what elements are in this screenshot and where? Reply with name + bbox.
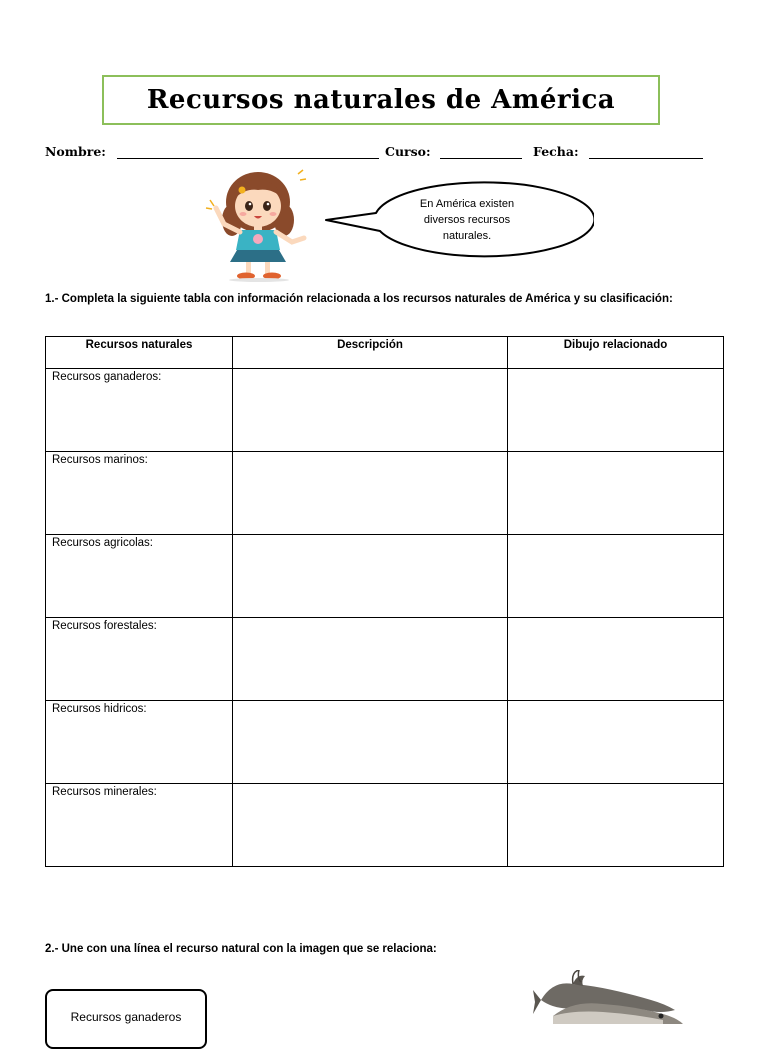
resource-name-cell bbox=[46, 369, 233, 452]
nombre-label: Nombre: bbox=[45, 144, 106, 159]
description-cell[interactable] bbox=[233, 701, 508, 784]
fish-image[interactable] bbox=[533, 970, 683, 1024]
table-row bbox=[46, 784, 724, 867]
title-box bbox=[102, 75, 660, 125]
match-option-recursos-ganaderos[interactable] bbox=[45, 989, 207, 1049]
girl-character-illustration bbox=[202, 168, 312, 282]
column-header: Descripción bbox=[233, 337, 508, 369]
drawing-cell[interactable] bbox=[508, 535, 724, 618]
drawing-cell[interactable] bbox=[508, 618, 724, 701]
table-row bbox=[46, 452, 724, 535]
question-2: 2.- Une con una línea el recurso natural con la imagen que se relaciona: bbox=[45, 943, 437, 955]
description-cell[interactable] bbox=[233, 535, 508, 618]
table-row bbox=[46, 535, 724, 618]
resource-name-cell bbox=[46, 618, 233, 701]
resource-name-cell bbox=[46, 701, 233, 784]
drawing-cell[interactable] bbox=[508, 369, 724, 452]
resources-table bbox=[45, 336, 724, 867]
description-cell[interactable] bbox=[233, 784, 508, 867]
worksheet-title: Recursos naturales de América bbox=[146, 85, 616, 115]
resource-name-cell bbox=[46, 535, 233, 618]
match-option-label: Recursos ganaderos bbox=[70, 1010, 182, 1024]
drawing-cell[interactable] bbox=[508, 452, 724, 535]
description-cell[interactable] bbox=[233, 369, 508, 452]
column-header: Dibujo relacionado bbox=[508, 337, 724, 369]
fecha-blank[interactable] bbox=[589, 158, 703, 159]
nombre-blank[interactable] bbox=[117, 158, 379, 159]
curso-blank[interactable] bbox=[440, 158, 522, 159]
curso-label: Curso: bbox=[385, 144, 431, 159]
table-row bbox=[46, 701, 724, 784]
student-info-line bbox=[45, 144, 725, 162]
table-row bbox=[46, 369, 724, 452]
resource-label: Recursos marinos: bbox=[52, 454, 148, 466]
resource-name-cell bbox=[46, 452, 233, 535]
resource-label: Recursos minerales: bbox=[52, 786, 157, 798]
description-cell[interactable] bbox=[233, 618, 508, 701]
resource-name-cell bbox=[46, 784, 233, 867]
fecha-label: Fecha: bbox=[533, 144, 579, 159]
resource-label: Recursos forestales: bbox=[52, 620, 157, 632]
drawing-cell[interactable] bbox=[508, 701, 724, 784]
resource-label: Recursos agricolas: bbox=[52, 537, 153, 549]
column-header: Recursos naturales bbox=[46, 337, 233, 369]
resource-label: Recursos ganaderos: bbox=[52, 371, 162, 383]
speech-bubble-text: En América existen diversos recursos naturales. bbox=[419, 198, 515, 242]
resource-label: Recursos hidricos: bbox=[52, 703, 147, 715]
table-header-row bbox=[46, 337, 724, 369]
description-cell[interactable] bbox=[233, 452, 508, 535]
question-1: 1.- Completa la siguiente tabla con información relacionada a los recursos naturales de América y su clasificación: bbox=[45, 293, 673, 305]
drawing-cell[interactable] bbox=[508, 784, 724, 867]
table-row bbox=[46, 618, 724, 701]
